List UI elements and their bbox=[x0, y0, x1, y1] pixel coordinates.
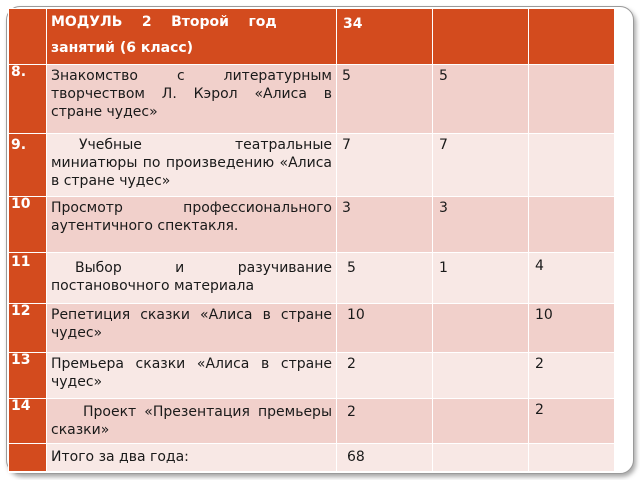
row-name: Премьера сказки «Алиса в стране чудес» bbox=[51, 356, 332, 390]
row-c3-cell bbox=[529, 134, 615, 197]
table-header-row bbox=[9, 9, 615, 65]
row-num-cell bbox=[9, 304, 47, 353]
row-name: Проект «Презентация премьеры сказки» bbox=[51, 404, 332, 438]
row-c1-value: 7 bbox=[342, 137, 351, 153]
total-label-cell bbox=[47, 444, 337, 472]
row-c2-cell bbox=[433, 134, 529, 197]
header-title-cell bbox=[47, 9, 337, 65]
row-c3-cell bbox=[529, 253, 615, 304]
row-number: 14 bbox=[11, 398, 31, 414]
row-c2-value: 5 bbox=[439, 68, 448, 84]
row-c2-cell bbox=[433, 304, 529, 353]
row-c1-cell bbox=[337, 65, 433, 134]
total-hours-cell bbox=[337, 444, 433, 472]
row-c3-cell bbox=[529, 65, 615, 134]
row-num-cell bbox=[9, 65, 47, 134]
row-c3-value: 4 bbox=[535, 258, 544, 274]
total-hours-value: 68 bbox=[347, 449, 365, 465]
row-c3-cell bbox=[529, 399, 615, 444]
table-row bbox=[9, 253, 615, 304]
table-row bbox=[9, 197, 615, 253]
row-num-cell bbox=[9, 353, 47, 399]
row-c3-value: 10 bbox=[535, 307, 553, 323]
header-col3-cell bbox=[529, 9, 615, 65]
row-name-cell bbox=[47, 353, 337, 399]
row-name: Репетиция сказки «Алиса в стране чудес» bbox=[51, 307, 332, 341]
row-name-cell bbox=[47, 134, 337, 197]
total-c3-cell bbox=[529, 444, 615, 472]
row-num-cell bbox=[9, 134, 47, 197]
row-c3-cell bbox=[529, 197, 615, 253]
row-c2-value: 3 bbox=[439, 200, 448, 216]
row-name: Учебные театральные миниатюры по произведению «Алиса в стране чудес» bbox=[51, 137, 332, 189]
row-c1-value: 10 bbox=[347, 307, 365, 323]
row-c3-cell bbox=[529, 304, 615, 353]
row-name-cell bbox=[47, 399, 337, 444]
table-row bbox=[9, 65, 615, 134]
row-name-cell bbox=[47, 304, 337, 353]
table-row bbox=[9, 353, 615, 399]
total-c2-cell bbox=[433, 444, 529, 472]
row-c1-value: 5 bbox=[342, 68, 351, 84]
curriculum-table bbox=[8, 8, 616, 473]
row-name-cell bbox=[47, 65, 337, 134]
row-num-cell bbox=[9, 197, 47, 253]
header-num-cell bbox=[9, 9, 47, 65]
row-c2-cell bbox=[433, 197, 529, 253]
row-name: Выбор и разучивание постановочного материала bbox=[51, 260, 332, 294]
row-name-cell bbox=[47, 197, 337, 253]
total-label: Итого за два года: bbox=[51, 449, 189, 465]
row-c1-cell bbox=[337, 353, 433, 399]
header-col2-cell bbox=[433, 9, 529, 65]
header-hours-cell bbox=[337, 9, 433, 65]
row-c1-value: 2 bbox=[347, 404, 356, 420]
row-name-cell bbox=[47, 253, 337, 304]
row-c2-cell bbox=[433, 353, 529, 399]
row-c1-cell bbox=[337, 253, 433, 304]
row-c1-value: 3 bbox=[342, 200, 351, 216]
row-c1-cell bbox=[337, 399, 433, 444]
table-total-row bbox=[9, 444, 615, 472]
row-c1-cell bbox=[337, 304, 433, 353]
table-row bbox=[9, 304, 615, 353]
module-title-line1: МОДУЛЬ 2 Второй год bbox=[51, 14, 277, 30]
table-row bbox=[9, 399, 615, 444]
row-number: 9. bbox=[11, 137, 27, 153]
row-c2-cell bbox=[433, 65, 529, 134]
row-number: 11 bbox=[11, 254, 31, 270]
row-number: 8. bbox=[11, 64, 27, 80]
row-c2-cell bbox=[433, 253, 529, 304]
row-number: 12 bbox=[11, 303, 31, 319]
row-c2-value: 7 bbox=[439, 137, 448, 153]
header-hours: 34 bbox=[343, 16, 363, 32]
table-row bbox=[9, 134, 615, 197]
row-c1-value: 2 bbox=[347, 356, 356, 372]
row-c2-value: 1 bbox=[439, 260, 448, 276]
row-name: Знакомство с литературным творчеством Л. Кэрол «Алиса в стране чудес» bbox=[51, 68, 332, 120]
row-c3-cell bbox=[529, 353, 615, 399]
row-number: 13 bbox=[11, 352, 31, 368]
row-c1-cell bbox=[337, 197, 433, 253]
row-c3-value: 2 bbox=[535, 402, 544, 418]
row-num-cell bbox=[9, 444, 47, 472]
row-name: Просмотр профессионального аутентичного спектакля. bbox=[51, 200, 332, 234]
row-num-cell bbox=[9, 399, 47, 444]
row-c1-value: 5 bbox=[347, 260, 356, 276]
row-c2-cell bbox=[433, 399, 529, 444]
row-number: 10 bbox=[11, 196, 31, 212]
row-c1-cell bbox=[337, 134, 433, 197]
row-num-cell bbox=[9, 253, 47, 304]
row-c3-value: 2 bbox=[535, 356, 544, 372]
module-title-line2: занятий (6 класс) bbox=[51, 40, 194, 56]
